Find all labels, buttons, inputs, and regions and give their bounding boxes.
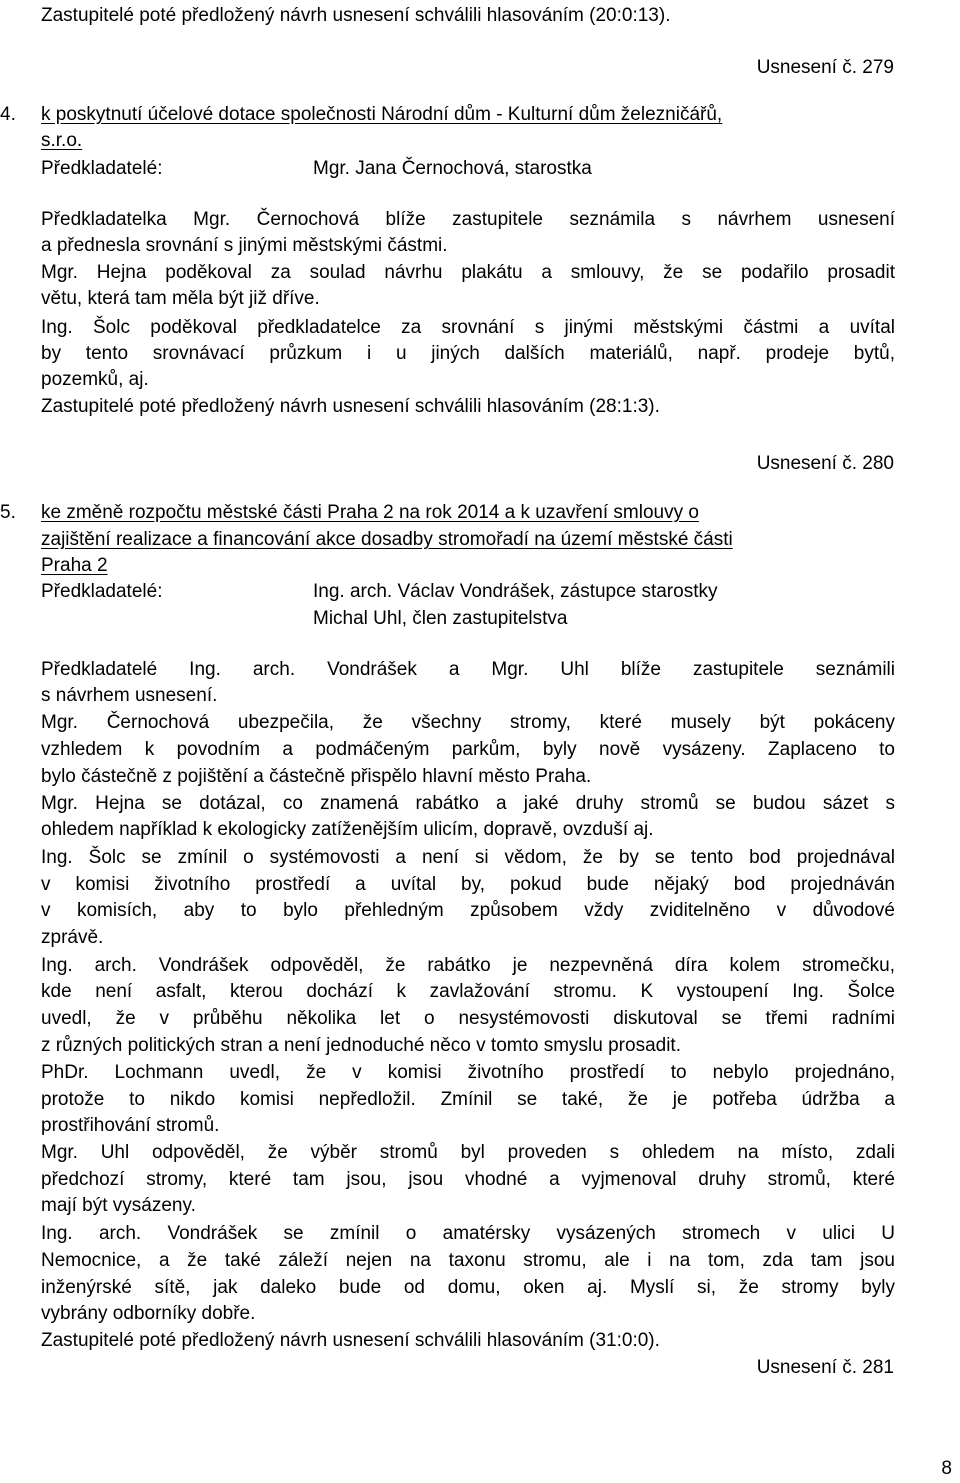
text-line: Ing. Šolc poděkoval předkladatelce za srovnání s jinými městskými částmi a uvítal: [41, 317, 895, 338]
text-line: zprávě.: [41, 927, 104, 948]
text-line: protože to nikdo komisi nepředložil. Zmínil se také, že je potřeba údržba a: [41, 1089, 895, 1110]
item-title: Praha 2: [41, 555, 108, 576]
presenters-row: [41, 156, 592, 182]
text-line: pozemků, aj.: [41, 369, 149, 390]
resolution-number: Usnesení č. 280: [756, 453, 894, 474]
text-line: by tento srovnávací průzkum i u jiných dalších materiálů, např. prodeje bytů,: [41, 343, 895, 364]
text-line: Mgr. Hejna se dotázal, co znamená rabátko a jaké druhy stromů se budou sázet s: [41, 793, 895, 814]
presenters-name: Ing. arch. Václav Vondrášek, zástupce starostky: [313, 581, 718, 602]
text-line: s návrhem usnesení.: [41, 685, 218, 706]
text-line: a přednesla srovnání s jinými městskými částmi.: [41, 235, 448, 256]
text-line: Nemocnice, a že také záleží nejen na taxonu stromu, ale i na tom, zda tam jsou: [41, 1250, 895, 1271]
presenters-row: [41, 579, 717, 605]
text-line: inženýrské sítě, jak daleko bude od domu, oken aj. Myslí si, že stromy byly: [41, 1277, 895, 1298]
item-number: 5.: [0, 502, 16, 523]
text-line: Předkladatelé Ing. arch. Vondrášek a Mgr. Uhl blíže zastupitele seznámili: [41, 659, 895, 680]
text-line: Ing. arch. Vondrášek odpověděl, že rabátko je nezpevněná díra kolem stromečku,: [41, 955, 895, 976]
text-line: Mgr. Uhl odpověděl, že výběr stromů byl proveden s ohledem na místo, zdali: [41, 1142, 895, 1163]
item-title: k poskytnutí účelové dotace společnosti Národní dům - Kulturní dům železničářů,: [41, 104, 723, 125]
page-number: 8: [941, 1458, 952, 1479]
text-line: uvedl, že v průběhu několika let o nesystémovosti diskutoval se třemi radními: [41, 1008, 895, 1029]
item-number: 4.: [0, 104, 16, 125]
text-line: mají být vysázeny.: [41, 1195, 196, 1216]
presenters-name: Michal Uhl, člen zastupitelstva: [313, 608, 568, 629]
resolution-number: Usnesení č. 279: [756, 57, 894, 78]
text-line: vybrány odborníky dobře.: [41, 1303, 256, 1324]
text-line: PhDr. Lochmann uvedl, že v komisi životního prostředí to nebylo projednáno,: [41, 1062, 895, 1083]
text-line: Ing. Šolc se zmínil o systémovosti a není si vědom, že by se tento bod projednával: [41, 847, 895, 868]
presenters-label: Předkladatelé:: [41, 581, 163, 602]
text-line: v komisi životního prostředí a uvítal by, pokud bude nějaký bod projednáván: [41, 874, 895, 895]
text-line: větu, která tam měla být již dříve.: [41, 288, 320, 309]
text-line: v komisích, aby to bylo přehledným způsobem vždy zviditelněno v důvodové: [41, 900, 895, 921]
text-line: Ing. arch. Vondrášek se zmínil o amatérsky vysázených stromech v ulici U: [41, 1223, 895, 1244]
item-title: s.r.o.: [41, 130, 83, 151]
text-line: bylo částečně z pojištění a částečně přispělo hlavní město Praha.: [41, 766, 592, 787]
resolution-number: Usnesení č. 281: [756, 1357, 894, 1378]
text-line: Mgr. Hejna poděkoval za soulad návrhu plakátu a smlouvy, že se podařilo prosadit: [41, 262, 895, 283]
text-line: Předkladatelka Mgr. Černochová blíže zastupitele seznámila s návrhem usnesení: [41, 209, 895, 230]
vote-result-line: Zastupitelé poté předložený návrh usnesení schválili hlasováním (20:0:13).: [41, 5, 671, 26]
text-line: prostřihování stromů.: [41, 1115, 220, 1136]
presenters-name: Mgr. Jana Černochová, starostka: [313, 158, 592, 179]
text-line: Mgr. Černochová ubezpečila, že všechny stromy, které musely být pokáceny: [41, 712, 895, 733]
text-line: ohledem například k ekologicky zatíženějším ulicím, dopravě, ovzduší aj.: [41, 819, 654, 840]
text-line: předchozí stromy, které tam jsou, jsou vhodné a vyjmenoval druhy stromů, které: [41, 1169, 895, 1190]
item-title: zajištění realizace a financování akce dosadby stromořadí na území městské části: [41, 529, 733, 550]
text-line: vzhledem k povodním a podmáčeným parkům, byly nově vysázeny. Zaplaceno to: [41, 739, 895, 760]
text-line: kde není asfalt, kterou dochází k zavlažování stromu. K vystoupení Ing. Šolce: [41, 981, 895, 1002]
presenters-label: Předkladatelé:: [41, 158, 163, 179]
item-title: ke změně rozpočtu městské části Praha 2 na rok 2014 a k uzavření smlouvy o: [41, 502, 699, 523]
vote-result-line: Zastupitelé poté předložený návrh usnesení schválili hlasováním (28:1:3).: [41, 396, 660, 417]
vote-result-line: Zastupitelé poté předložený návrh usnesení schválili hlasováním (31:0:0).: [41, 1330, 660, 1351]
text-line: z různých politických stran a není jednoduché něco v tomto smyslu prosadit.: [41, 1035, 681, 1056]
